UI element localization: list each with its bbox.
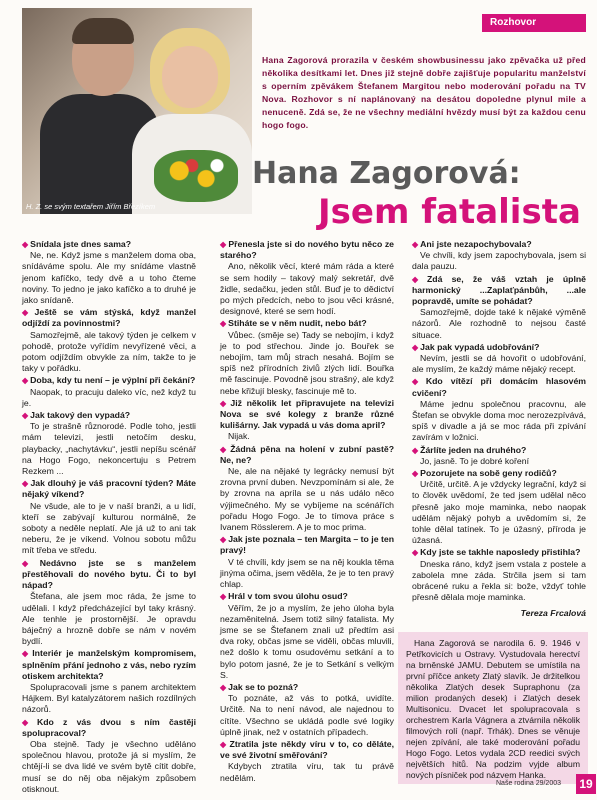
answer: Ne, ale na nějaké ty legrácky nemusí být zrovna první duben. Nevzpomínám si ale, že by zrovna na apríla se u nás událo něco výjimečného. My se vybíjeme na scénářích pořadu Hogo Fogo. Je to tímova práce s Ivanem Rösslerem. A je to moc prima. xyxy=(220,466,394,533)
question-bullet-icon: ◆ xyxy=(220,398,229,408)
question xyxy=(412,239,586,250)
answer: Naopak, to pracuju daleko víc, než když tu je. xyxy=(22,386,196,408)
answer: Ano, několik věcí, které mám ráda a které se sem hodily – takový malý sekretář, dvě židle, sedačku, jeden stůl. Buď je to dědictví po mých předcích, nebo to jsou věci krásné, designové, které se sem hodí. xyxy=(220,261,394,317)
question xyxy=(22,648,196,682)
answer: Samozřejmě, ale takový týden je celkem v pohodě, protože vyřídím nevyřízené věci, a potom odjíždím obvykle za ním, takže to je taky v pořádku. xyxy=(22,329,196,374)
question-text: Interiér je manželským kompromisem, splněním přání jednoho z vás, nebo ryzím otiskem architekta? xyxy=(22,648,196,681)
question-bullet-icon: ◆ xyxy=(412,377,424,387)
question xyxy=(22,558,196,592)
title-line-1: Hana Zagorová: xyxy=(252,156,521,191)
question-text: Jak pak vypadá udobřování? xyxy=(420,341,540,352)
question xyxy=(22,717,196,739)
answer: Nijak. xyxy=(228,431,250,442)
question-text: Kdo z vás dvou s ním častěji spolupracoval? xyxy=(22,716,196,738)
question xyxy=(22,478,196,500)
question xyxy=(412,376,586,398)
question-bullet-icon: ◆ xyxy=(22,240,29,249)
answer: Ve chvíli, kdy jsem zapochybovala, jsem si dala pauzu. xyxy=(412,250,586,272)
question xyxy=(220,682,394,693)
answer: Určitě, určitě. A je vždycky legrační, když si to člověk uvědomí, že ted jsem udělal něco přesně jako moje maminka, nebo naopak udělám nějaký pohyb a uvědomím si, že tohle dělal tatínek. To je úžasný, příroda je úžasná. xyxy=(412,479,586,546)
question-bullet-icon: ◆ xyxy=(220,535,227,545)
answer: Jo, jasně. To je dobré koření xyxy=(420,455,529,466)
question-text: Žádná pěna na holení v zubní pastě? Ne, ne? xyxy=(220,443,394,465)
question-bullet-icon: ◆ xyxy=(22,308,33,318)
question-text: Nedávno jste se s manželem přestěhovali do nového bytu. Či to byl nápad? xyxy=(22,557,196,591)
question-text: Jak se to pozná? xyxy=(228,681,299,692)
question xyxy=(22,239,196,250)
cover-photo xyxy=(22,8,252,214)
answer: To je strašně různorodé. Podle toho, jestli mám televizi, jestli netočím desku, playbacky, „nachytávku“, jestli nepíšu scénář na Hogo Fogo, nekoncertuju s Petrem Rezkem ... xyxy=(22,421,196,477)
question-bullet-icon: ◆ xyxy=(220,592,227,602)
question-bullet-icon: ◆ xyxy=(412,445,419,455)
photo-man-hair xyxy=(72,18,134,44)
question-text: Jak dlouhý je váš pracovní týden? Máte nějaký víkend? xyxy=(22,478,196,500)
question-text: Přenesla jste si do nového bytu něco ze starého? xyxy=(220,239,394,261)
bio-paragraph: Hana Zagorová se narodila 6. 9. 1946 v Petřkovicích u Ostravy. Vystudovala herectví na brněnské JAMU. Debutem se umístila na první příčce ankety Zlatý slavík. Je držitelkou několika Zlatých desek Supraphonu (za milion prodaných desek) i Zlatých desek Multisonicu. Dvacet let spolupracovala s orchestrem Karla Vágnera a ztvárnila několik filmových rolí (např. Trhák). Dnes se věnuje nejen zpívání, ale také moderování pořadu Hogo Fogo. Letos vydala 2CD reedici svých největších hitů. Na podzim vyjde album nových písniček pod názvem Hanka. xyxy=(406,638,580,780)
answer: Věřím, že jo a myslím, že jeho úloha byla nezaměnitelná. Jsem totiž silný fatalista. My jsme se se Štefanem znali už předtím asi dva roky, občas jsme se viděli, občas mluvili, než došlo k tomu osudovému setkání a to bylo potom jasné, že je to Setkání s velkým S. xyxy=(220,602,394,680)
article-column-2 xyxy=(220,238,394,785)
question-bullet-icon: ◆ xyxy=(220,682,227,692)
question-text: Zdá se, že váš vztah je úplně harmonický ...Zaplaťpánbůh, ...ale popravdě, umíte se pohádat? xyxy=(412,273,586,307)
question-text: Ztratila jste někdy víru v to, co děláte, ve své životní směřování? xyxy=(220,738,394,761)
answer: Máme jednu společnou pracovnu, ale Štefan se obvykle doma moc nerozezpívává, spíš v divadle a já se moc ráda při zpívání zavírám v ložnici. xyxy=(412,398,586,443)
answer: To poznáte, až vás to potká, uvidíte. Určitě. Na to není návod, ale najednou to cítíte. Všechno se ukládá podle své logiky úplně jinak, než v ostatních případech. xyxy=(220,693,394,737)
question xyxy=(22,410,196,421)
answer: Nevím, jestli se dá hovořit o udobřování, ale myslím, že každý máme nějaký recept. xyxy=(412,353,586,375)
question-text: Kdy jste se takhle naposledy přistihla? xyxy=(420,547,581,558)
answer: Ne všude, ale to je v naší branži, a u lidí, kteří se zabývají kulturou normálně, že soboty a neděle neplatí. Ale já už to ani tak neberu, že je víkend. Volnou sobotu můžu mít třeba ve středu. xyxy=(22,500,196,556)
question-bullet-icon: ◆ xyxy=(22,411,29,421)
answer: Štefana, ale jsem moc ráda, že jsme to udělali. I když předcházející byl taky krásný. Ale tenhle je prostornější. Je opravdu báječný a hrozně dobře se nám v novém bydlí. xyxy=(22,591,196,647)
answer: Vůbec. (směje se) Tady se nebojím, i když je to pod střechou. Jinde jo. Bouřek se nebojím, tam můj strach nesahá. Bojím se spíš než přírodních živlů zlých lidí. Bouřka mě fascinuje. Povodně jsou strašný, ale když nebe křižují blesky, fascinuje mě to. xyxy=(220,329,394,396)
question-bullet-icon: ◆ xyxy=(22,649,31,659)
question-bullet-icon: ◆ xyxy=(412,274,425,284)
question xyxy=(220,591,394,602)
question xyxy=(412,468,586,479)
answer: Samozřejmě, dojde také k nějaké výměně názorů. Ale rozhodně to nejsou časté situace. xyxy=(412,307,586,340)
question xyxy=(220,318,394,329)
question-text: Jak takový den vypadá? xyxy=(30,410,131,421)
answer: V té chvíli, kdy jsem se na něj koukla těma jinýma očima, jsem věděla, že je to ten pravý chlap. xyxy=(220,556,394,590)
question xyxy=(220,534,394,556)
title-line-2: Jsem fatalista xyxy=(318,192,581,232)
question xyxy=(412,274,586,308)
answer: Ne, ne. Když jsme s manželem doma oba, snídáváme spolu. Ale my snídáme vlastně jenom kafíčko, tedy dvě a u toho čteme noviny. To jedno je jako kafíčko a to druhé je jako snídaně. xyxy=(22,250,196,306)
question-bullet-icon: ◆ xyxy=(412,548,419,558)
intro-paragraph: Hana Zagorová prorazila v českém showbusinessu jako zpěvačka už před několika desítkami let. Dnes již stejně dobře zajišťuje popularitu manželství s operním zpěvákem Štefanem Margitou nebo moderování pořadu na TV Nova. Rozhovor s ní naplánovaný na desátou dopoledne plynul mile a nenuceně. Zdá se, že ne všechny mediální hvězdy musí být za každou cenu hogo fogo. xyxy=(262,55,586,130)
question xyxy=(220,739,394,761)
question-text: Jak jste poznala – ten Margita – to je ten pravý! xyxy=(220,534,395,556)
question-bullet-icon: ◆ xyxy=(220,240,227,249)
question-bullet-icon: ◆ xyxy=(22,479,29,489)
question-text: Již několik let připravujete na televizi Nova se své kolegy z branže různé kulišárny. Jak vypadá u vás doma april? xyxy=(220,397,394,431)
question xyxy=(220,398,394,432)
question-text: Žárlíte jeden na druhého? xyxy=(420,444,527,455)
photo-caption: H. Z. se svým textařem Jiřím Březíkem xyxy=(26,202,156,211)
question-text: Snídala jste dnes sama? xyxy=(30,239,132,249)
question-text: Hrál v tom svou úlohu osud? xyxy=(228,591,348,602)
question-bullet-icon: ◆ xyxy=(22,558,38,568)
question-bullet-icon: ◆ xyxy=(412,469,419,479)
article-column-3 xyxy=(412,238,586,619)
question-bullet-icon: ◆ xyxy=(22,376,29,386)
answer: Dneska ráno, když jsem vstala z postele a zabolela mne záda. Strčila jsem si tam obrácené ruku a řekla si: bože, vždyť tohle přesně dělala moje maminka. xyxy=(412,558,586,603)
question-bullet-icon: ◆ xyxy=(220,319,227,329)
question xyxy=(412,342,586,353)
question-bullet-icon: ◆ xyxy=(220,739,228,749)
answer: Spolupracovali jsme s panem architektem Hájkem. Byl katalyzátorem našich rozdílných názorů. xyxy=(22,681,196,715)
question-text: Doba, kdy tu není – je výplní při čekání? xyxy=(30,375,196,386)
question xyxy=(412,547,586,558)
question-text: Pozorujete na sobě geny rodičů? xyxy=(420,468,557,479)
bio-box xyxy=(398,632,588,784)
question-text: Ani jste nezapochybovala? xyxy=(420,239,532,249)
photo-flowers xyxy=(154,150,238,202)
question-bullet-icon: ◆ xyxy=(220,444,229,454)
photo-woman-face xyxy=(162,46,218,108)
answer: Oba stejně. Tady je všechno uděláno společnou hlavou, protože já si myslím, že chtějí-li se dva lidé ve svém bytě cítit dobře, musí se do něj oba nějakým způsobem otisknout. xyxy=(22,738,196,794)
page-number: 19 xyxy=(576,774,596,794)
section-tag: Rozhovor xyxy=(482,14,586,32)
question-text: Ještě se vám stýská, když manžel odjíždí za povinnostmi? xyxy=(22,307,196,329)
question xyxy=(220,239,394,261)
footer-magazine: Naše rodina 29/2003 xyxy=(496,780,561,787)
author-name: Tereza Frcalová xyxy=(520,607,586,618)
question xyxy=(220,444,394,466)
answer: Kdybych ztratila víru, tak tu právě nedělám. xyxy=(220,761,394,783)
question-text: Stiháte se v něm nudit, nebo bát? xyxy=(228,318,367,329)
question xyxy=(22,375,196,386)
question xyxy=(22,307,196,329)
question-bullet-icon: ◆ xyxy=(22,717,35,727)
question-text: Kdo vítězí při domácím hlasovém cvičení? xyxy=(412,376,586,398)
article-column-1 xyxy=(22,238,196,796)
question xyxy=(412,445,586,456)
question-bullet-icon: ◆ xyxy=(412,342,419,352)
question-bullet-icon: ◆ xyxy=(412,240,419,249)
